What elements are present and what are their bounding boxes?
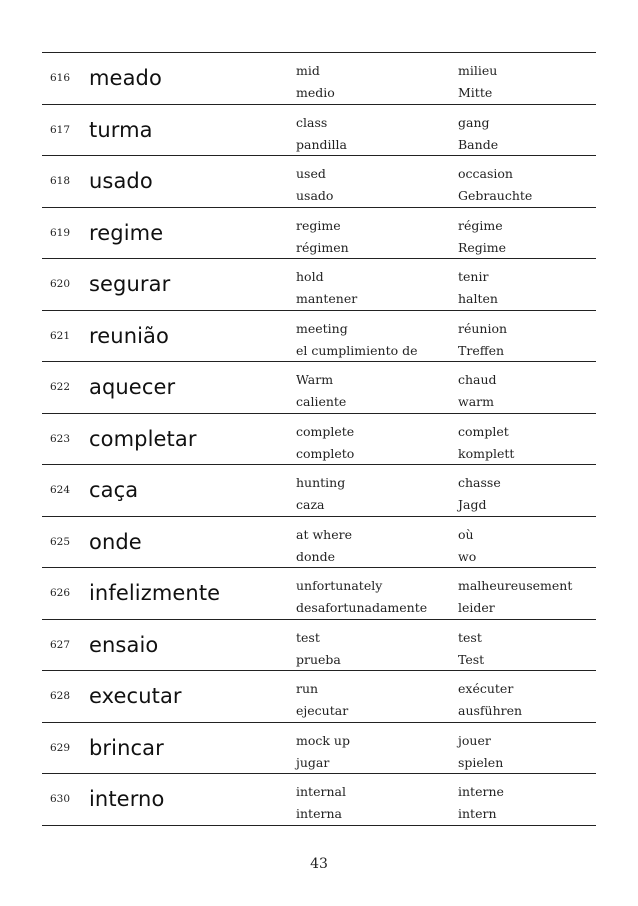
entry-number: 630 — [50, 793, 71, 806]
english-translation: Warm — [296, 372, 334, 387]
entry-number: 619 — [50, 226, 71, 239]
english-spanish-column — [296, 781, 346, 825]
table-row — [42, 362, 596, 414]
entry-number: 620 — [50, 278, 71, 291]
portuguese-word: caça — [89, 478, 139, 503]
french-translation: interne — [458, 784, 504, 799]
english-translation: hunting — [296, 475, 346, 490]
french-translation: régime — [458, 217, 503, 233]
french-translation: occasion — [458, 166, 513, 181]
german-translation: halten — [458, 291, 498, 306]
entry-number: 627 — [50, 638, 71, 651]
portuguese-word: meado — [89, 66, 162, 91]
spanish-translation: pandilla — [296, 136, 347, 152]
spanish-translation: jugar — [296, 754, 330, 770]
german-translation: Jagd — [458, 497, 487, 512]
entry-number: 616 — [50, 72, 71, 85]
portuguese-word: segurar — [89, 272, 171, 297]
spanish-translation: caza — [296, 497, 325, 512]
portuguese-word: usado — [89, 169, 153, 194]
french-translation: milieu — [458, 63, 498, 78]
french-german-column — [458, 472, 501, 516]
english-spanish-column — [296, 472, 345, 516]
spanish-translation: caliente — [296, 394, 347, 409]
entry-number: 626 — [50, 587, 71, 600]
spanish-translation: donde — [296, 548, 335, 564]
german-translation: Regime — [458, 239, 507, 255]
table-row — [42, 774, 596, 826]
french-german-column — [458, 730, 503, 774]
french-german-column — [458, 266, 498, 310]
french-german-column — [458, 60, 497, 104]
entry-number: 628 — [50, 690, 71, 703]
english-translation: complete — [296, 423, 355, 439]
portuguese-word: executar — [89, 684, 182, 709]
table-row — [42, 105, 596, 157]
german-translation: spielen — [458, 754, 504, 770]
english-spanish-column — [296, 215, 349, 259]
portuguese-word: infelizmente — [89, 581, 221, 606]
spanish-translation: el cumplimiento de — [296, 342, 418, 358]
english-spanish-column — [296, 318, 418, 362]
spanish-translation: régimen — [296, 239, 349, 255]
french-translation: test — [458, 629, 482, 645]
english-spanish-column — [296, 266, 357, 310]
portuguese-word: reunião — [89, 323, 169, 348]
german-translation: intern — [458, 806, 497, 821]
table-row — [42, 671, 596, 723]
german-translation: Mitte — [458, 85, 493, 100]
german-translation: komplett — [458, 445, 515, 461]
portuguese-word: aquecer — [89, 375, 176, 400]
spanish-translation: ejecutar — [296, 703, 349, 718]
portuguese-word: turma — [89, 117, 153, 142]
english-spanish-column — [296, 112, 347, 156]
english-translation: regime — [296, 217, 341, 233]
french-translation: complet — [458, 423, 509, 439]
german-translation: Bande — [458, 136, 499, 152]
french-translation: chasse — [458, 475, 501, 490]
table-row — [42, 517, 596, 569]
french-translation: réunion — [458, 320, 508, 336]
portuguese-word: onde — [89, 529, 142, 554]
french-german-column — [458, 678, 522, 722]
entry-number: 622 — [50, 381, 71, 394]
french-german-column — [458, 318, 507, 362]
english-spanish-column — [296, 678, 348, 722]
english-spanish-column — [296, 163, 333, 207]
english-spanish-column — [296, 627, 341, 671]
french-german-column — [458, 421, 514, 465]
entry-number: 617 — [50, 123, 71, 136]
table-row — [42, 465, 596, 517]
entry-number: 623 — [50, 432, 71, 445]
english-spanish-column — [296, 730, 350, 774]
english-translation: mid — [296, 63, 320, 78]
english-spanish-column — [296, 575, 427, 619]
table-row — [42, 311, 596, 363]
french-translation: où — [458, 526, 474, 542]
french-german-column — [458, 215, 506, 259]
german-translation: Treffen — [458, 342, 505, 358]
french-german-column — [458, 163, 532, 207]
english-translation: run — [296, 681, 319, 696]
entry-number: 629 — [50, 741, 71, 754]
french-translation: jouer — [458, 732, 491, 748]
spanish-translation: medio — [296, 85, 335, 100]
english-translation: class — [296, 114, 328, 130]
spanish-translation: desafortunadamente — [296, 600, 428, 615]
french-german-column — [458, 524, 476, 568]
portuguese-word: regime — [89, 220, 164, 245]
english-spanish-column — [296, 60, 335, 104]
spanish-translation: prueba — [296, 651, 341, 667]
german-translation: warm — [458, 394, 494, 409]
page-number: 43 — [310, 856, 328, 872]
german-translation: leider — [458, 600, 495, 615]
english-spanish-column — [296, 524, 352, 568]
german-translation: Test — [458, 651, 485, 667]
english-translation: internal — [296, 784, 346, 799]
french-translation: malheureusement — [458, 578, 573, 593]
french-german-column — [458, 575, 572, 619]
table-row — [42, 568, 596, 620]
spanish-translation: mantener — [296, 291, 358, 306]
table-row — [42, 156, 596, 208]
french-german-column — [458, 627, 484, 671]
french-translation: chaud — [458, 372, 497, 387]
table-row — [42, 53, 596, 105]
english-translation: at where — [296, 526, 352, 542]
french-translation: exécuter — [458, 681, 514, 696]
entry-number: 618 — [50, 175, 71, 188]
spanish-translation: usado — [296, 188, 334, 203]
table-row — [42, 208, 596, 260]
english-spanish-column — [296, 369, 346, 413]
french-german-column — [458, 781, 504, 825]
english-translation: unfortunately — [296, 578, 383, 593]
vocabulary-table — [42, 52, 596, 826]
german-translation: wo — [458, 548, 477, 564]
entry-number: 624 — [50, 484, 71, 497]
german-translation: ausführen — [458, 703, 523, 718]
portuguese-word: ensaio — [89, 632, 159, 657]
portuguese-word: brincar — [89, 735, 164, 760]
table-row — [42, 259, 596, 311]
portuguese-word: completar — [89, 426, 197, 451]
english-translation: test — [296, 629, 320, 645]
portuguese-word: interno — [89, 787, 165, 812]
table-row — [42, 723, 596, 775]
spanish-translation: interna — [296, 806, 342, 821]
english-translation: hold — [296, 269, 324, 284]
german-translation: Gebrauchte — [458, 188, 533, 203]
french-translation: gang — [458, 114, 490, 130]
english-translation: meeting — [296, 320, 348, 336]
french-translation: tenir — [458, 269, 489, 284]
table-row — [42, 620, 596, 672]
english-spanish-column — [296, 421, 354, 465]
spanish-translation: completo — [296, 445, 355, 461]
english-translation: used — [296, 166, 326, 181]
french-german-column — [458, 369, 497, 413]
table-row — [42, 414, 596, 466]
entry-number: 625 — [50, 535, 71, 548]
english-translation: mock up — [296, 732, 350, 748]
entry-number: 621 — [50, 329, 71, 342]
french-german-column — [458, 112, 498, 156]
